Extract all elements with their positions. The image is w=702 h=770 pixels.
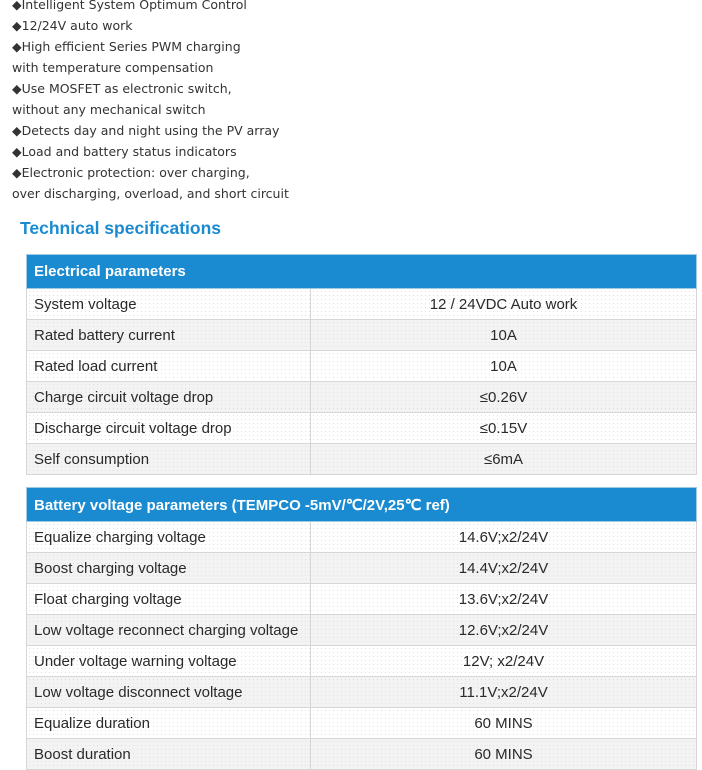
feature-text: ◆Load and battery status indicators — [12, 144, 237, 159]
parameter-value: ≤6mA — [311, 444, 697, 475]
parameter-value: 12.6V;x2/24V — [311, 615, 697, 646]
table-row — [27, 615, 697, 646]
parameter-label: Float charging voltage — [27, 584, 311, 615]
parameter-label: System voltage — [27, 289, 311, 320]
table-row — [27, 351, 697, 382]
electrical-parameters-table — [26, 254, 697, 475]
table-row — [27, 413, 697, 444]
feature-item — [12, 141, 412, 162]
parameter-value: 14.4V;x2/24V — [311, 553, 697, 584]
battery-voltage-parameters-table — [26, 487, 697, 770]
parameter-label: Rated load current — [27, 351, 311, 382]
table-row — [27, 739, 697, 770]
parameter-value: 10A — [311, 320, 697, 351]
table-row — [27, 584, 697, 615]
table-row — [27, 320, 697, 351]
table-row — [27, 677, 697, 708]
parameter-label: Low voltage reconnect charging voltage — [27, 615, 311, 646]
parameter-value: 12 / 24VDC Auto work — [311, 289, 697, 320]
parameter-label: Charge circuit voltage drop — [27, 382, 311, 413]
feature-text: ◆High efficient Series PWM charging — [12, 39, 241, 54]
feature-text: ◆12/24V auto work — [12, 18, 133, 33]
table-header: Battery voltage parameters (TEMPCO -5mV/℃/2V,25℃ ref) — [27, 488, 697, 522]
feature-text-continued: over discharging, overload, and short circuit — [12, 186, 289, 201]
parameter-value: 13.6V;x2/24V — [311, 584, 697, 615]
table-header-row — [27, 255, 697, 289]
parameter-value: 60 MINS — [311, 739, 697, 770]
table-row — [27, 708, 697, 739]
parameter-value: 60 MINS — [311, 708, 697, 739]
parameter-label: Equalize duration — [27, 708, 311, 739]
parameter-value: 12V; x2/24V — [311, 646, 697, 677]
feature-item — [12, 78, 412, 120]
parameter-label: Boost duration — [27, 739, 311, 770]
table-row — [27, 522, 697, 553]
feature-item — [12, 15, 412, 36]
table-row — [27, 553, 697, 584]
parameter-label: Boost charging voltage — [27, 553, 311, 584]
table-header-row — [27, 488, 697, 522]
parameter-value: ≤0.15V — [311, 413, 697, 444]
parameter-label: Under voltage warning voltage — [27, 646, 311, 677]
table-row — [27, 382, 697, 413]
table-row — [27, 289, 697, 320]
feature-item — [12, 36, 412, 78]
parameter-value: 14.6V;x2/24V — [311, 522, 697, 553]
feature-text-continued: without any mechanical switch — [12, 102, 206, 117]
table-header: Electrical parameters — [27, 255, 697, 289]
parameter-label: Self consumption — [27, 444, 311, 475]
feature-text: ◆Use MOSFET as electronic switch, — [12, 81, 232, 96]
parameter-label: Rated battery current — [27, 320, 311, 351]
parameter-value: 10A — [311, 351, 697, 382]
parameter-label: Equalize charging voltage — [27, 522, 311, 553]
parameter-label: Discharge circuit voltage drop — [27, 413, 311, 444]
feature-item — [12, 162, 412, 204]
parameter-value: ≤0.26V — [311, 382, 697, 413]
parameter-value: 11.1V;x2/24V — [311, 677, 697, 708]
section-title: Technical specifications — [20, 218, 221, 238]
feature-text: ◆Detects day and night using the PV array — [12, 123, 280, 138]
feature-text: ◆Electronic protection: over charging, — [12, 165, 250, 180]
parameter-label: Low voltage disconnect voltage — [27, 677, 311, 708]
feature-text-continued: with temperature compensation — [12, 60, 214, 75]
table-row — [27, 646, 697, 677]
feature-text: ◆Intelligent System Optimum Control — [12, 0, 247, 12]
feature-item — [12, 120, 412, 141]
feature-item — [12, 0, 412, 15]
feature-list — [12, 0, 412, 204]
table-row — [27, 444, 697, 475]
